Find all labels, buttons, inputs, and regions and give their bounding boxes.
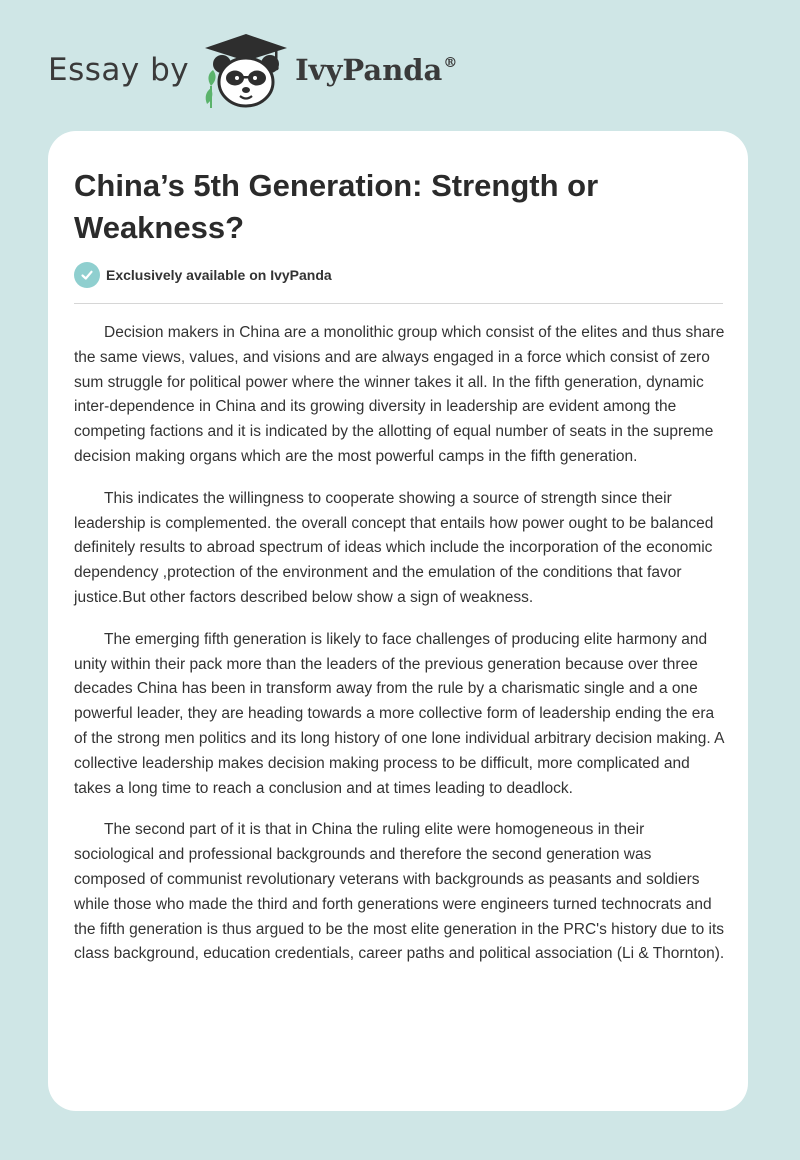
check-icon: [74, 262, 100, 288]
essay-body: [74, 321, 726, 984]
paragraph: This indicates the willingness to cooperate showing a source of strength since their leadership is complemented. the overall concept that entails how power ought to be balanced definitely results to abroad spectrum of ideas which include the incorporation of the economic dependency ,protection of the environment and the emulation of the conditions that favor justice.But other factors described below show a sign of weakness.: [74, 489, 714, 606]
panda-graduate-icon: [203, 28, 289, 112]
exclusive-badge: [74, 262, 332, 288]
registered-mark: ®: [443, 55, 458, 71]
essay-by-label: Essay by: [48, 52, 190, 88]
paragraph: The second part of it is that in China the ruling elite were homogeneous in their sociological and professional backgrounds and therefore the second generation was composed of communist revolutionary veterans with backgrounds as peasants and soldiers while those who made the third and forth generations were engineers turned technocrats and the fifth generation is thus argued to be the most elite generation in the PRC's history due to its class background, education credentials, career paths and political association (Li & Thornton).: [74, 821, 725, 963]
exclusive-badge-label: Exclusively available on IvyPanda: [106, 267, 332, 283]
site-header: [48, 28, 548, 112]
paragraph: Decision makers in China are a monolithic group which consist of the elites and thus share the same views, values, and visions and are always engaged in a force which consist of zero sum struggle for political power where the winner takes it all. In the fifth generation, dynamic inter-dependence in China and its growing diversity in leadership are evident among the competing factions and it is indicated by the allotting of equal number of seats in the supreme decision making organs which are the most powerful camps in the fifth generation.: [74, 324, 725, 465]
essay-card: [48, 131, 748, 1111]
divider: [74, 303, 723, 304]
paragraph: The emerging fifth generation is likely to face challenges of producing elite harmony and unity within their pack more than the leaders of the previous generation because over three decades China has been in transform away from the rule by a charismatic single and a one powerful leader, they are heading towards a more collective form of leadership ending the era of the strong men politics and its long history of one lone individual arbitrary decision making. A collective leadership makes decision making process to be difficult, more complicated and takes a long time to reach a conclusion and at times leading to deadlock.: [74, 630, 724, 797]
page-title: China’s 5th Generation: Strength or Weakness?: [74, 168, 599, 245]
brand-name[interactable]: IvyPanda®: [295, 53, 458, 87]
